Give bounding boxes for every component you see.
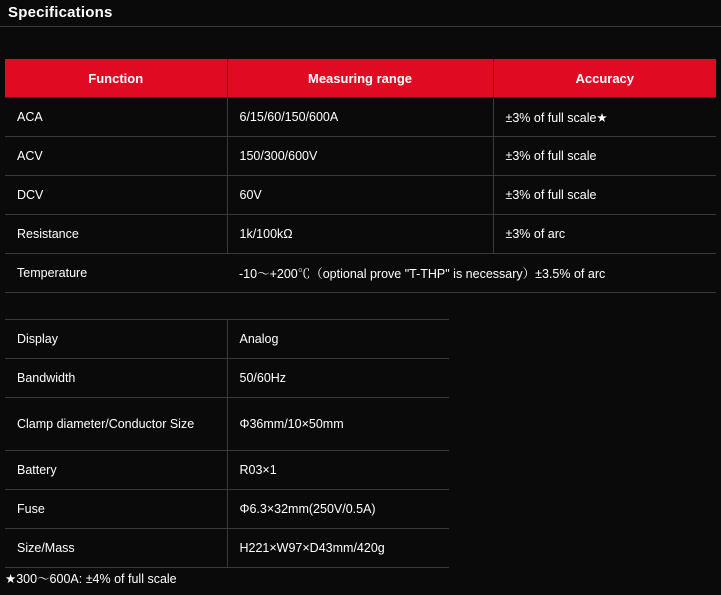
cell-value: Φ36mm/10×50mm [227, 398, 449, 451]
page-title: Specifications [8, 4, 113, 21]
cell-value: Analog [227, 320, 449, 359]
cell-range: 60V [227, 176, 493, 215]
cell-value: R03×1 [227, 451, 449, 490]
column-header-measuring-range: Measuring range [227, 59, 493, 98]
table-row [5, 359, 449, 398]
cell-accuracy: ±3% of full scale [493, 137, 716, 176]
cell-label: Bandwidth [5, 359, 227, 398]
table-row [5, 98, 716, 137]
table-header-row [5, 59, 716, 98]
general-specifications-table [5, 319, 449, 568]
specifications-content [0, 59, 721, 586]
cell-label: Size/Mass [5, 529, 227, 568]
table-row [5, 254, 716, 293]
table-row [5, 176, 716, 215]
footnote: ★300〜600A: ±4% of full scale [5, 572, 177, 586]
cell-value: H221×W97×D43mm/420g [227, 529, 449, 568]
column-header-function: Function [5, 59, 227, 98]
cell-range: 6/15/60/150/600A [227, 98, 493, 137]
main-specifications-table [5, 59, 716, 293]
main-table-head [5, 59, 716, 98]
cell-label: Display [5, 320, 227, 359]
page-header [0, 0, 721, 27]
table-row [5, 215, 716, 254]
cell-label: Clamp diameter/Conductor Size [5, 398, 227, 451]
cell-function: Temperature [5, 254, 227, 293]
cell-function: DCV [5, 176, 227, 215]
cell-label: Fuse [5, 490, 227, 529]
cell-function: ACA [5, 98, 227, 137]
cell-range: 150/300/600V [227, 137, 493, 176]
sub-table-body [5, 320, 449, 568]
cell-label: Battery [5, 451, 227, 490]
cell-value: 50/60Hz [227, 359, 449, 398]
cell-range: 1k/100kΩ [227, 215, 493, 254]
cell-value: Φ6.3×32mm(250V/0.5A) [227, 490, 449, 529]
cell-accuracy: ±3% of arc [493, 215, 716, 254]
table-row [5, 398, 449, 451]
cell-function: ACV [5, 137, 227, 176]
cell-range-accuracy: -10〜+200℃（optional prove "T-THP" is necessary）±3.5% of arc [227, 254, 716, 293]
table-row [5, 137, 716, 176]
table-row [5, 451, 449, 490]
main-table-body [5, 98, 716, 293]
cell-function: Resistance [5, 215, 227, 254]
cell-accuracy: ±3% of full scale★ [493, 98, 716, 137]
table-row [5, 529, 449, 568]
table-row [5, 490, 449, 529]
column-header-accuracy: Accuracy [493, 59, 716, 98]
cell-accuracy: ±3% of full scale [493, 176, 716, 215]
table-row [5, 320, 449, 359]
